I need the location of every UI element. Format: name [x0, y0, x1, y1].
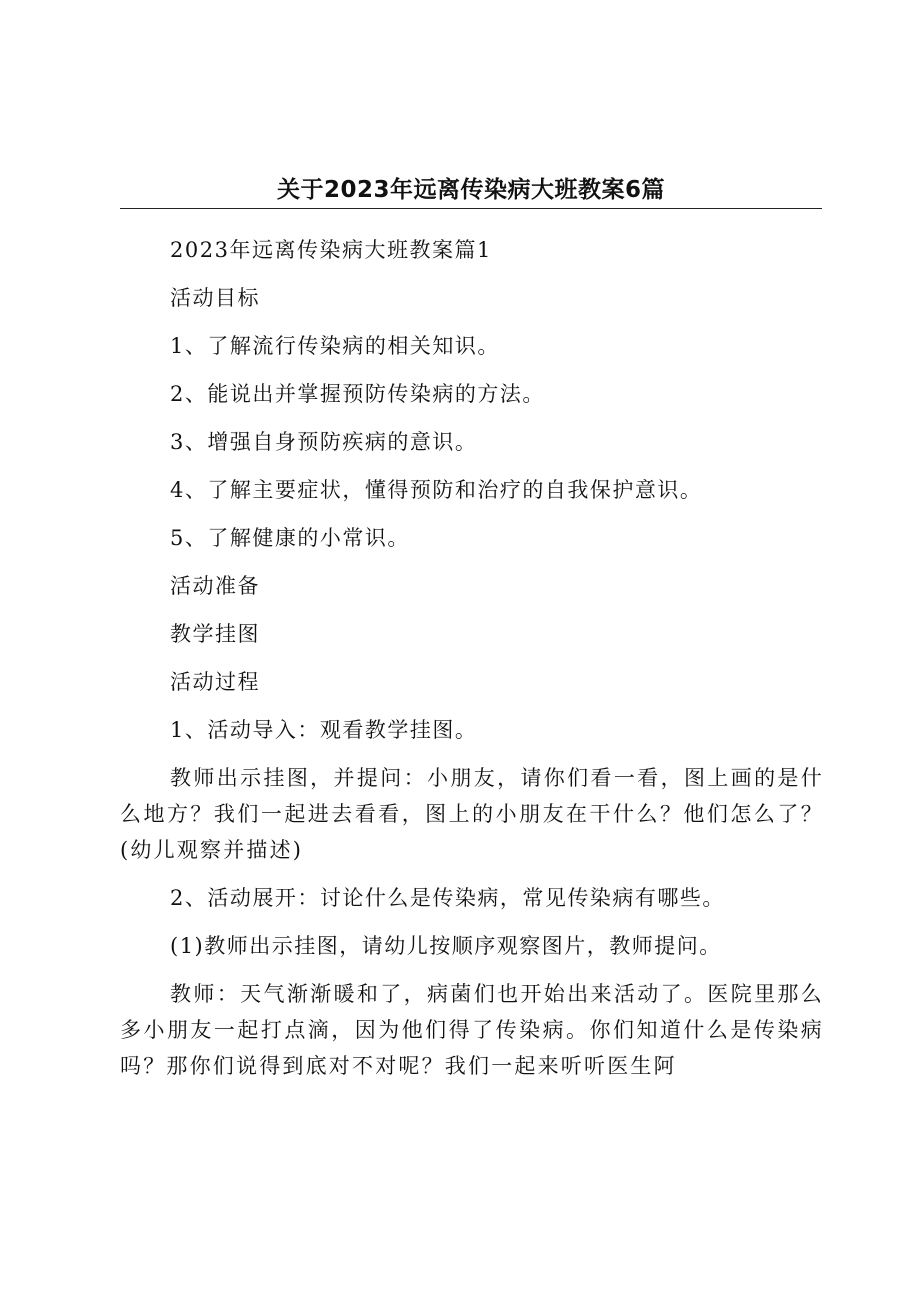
subheading-goals: 活动目标: [170, 286, 260, 310]
list-item: 2、活动展开：讨论什么是传染病，常见传染病有哪些。: [170, 886, 725, 910]
list-item: (1)教师出示挂图，请幼儿按顺序观察图片，教师提问。: [170, 934, 722, 958]
section-heading: 2023年远离传染病大班教案篇1: [170, 238, 492, 262]
list-item: 2、能说出并掌握预防传染病的方法。: [170, 382, 545, 406]
list-item: 3、增强自身预防疾病的意识。: [170, 430, 478, 454]
paragraph: 教师：天气渐渐暖和了，病菌们也开始出来活动了。医院里那么多小朋友一起打点滴，因为他们得了传染病。你们知道什么是传染病吗？那你们说得到底对不对呢？我们一起来听听医生阿: [120, 982, 824, 1078]
list-item: 5、了解健康的小常识。: [170, 526, 410, 550]
paragraph: 教学挂图: [170, 622, 260, 646]
document-body: [120, 232, 824, 1096]
list-item: 1、活动导入：观看教学挂图。: [170, 718, 478, 742]
subheading-process: 活动过程: [170, 670, 260, 694]
title-divider: [120, 208, 822, 209]
list-item: 1、了解流行传染病的相关知识。: [170, 334, 500, 358]
paragraph: 教师出示挂图，并提问：小朋友，请你们看一看，图上画的是什么地方？我们一起进去看看，图上的小朋友在干什么？他们怎么了？(幼儿观察并描述): [120, 766, 824, 862]
document-title: 关于2023年远离传染病大班教案6篇: [276, 177, 666, 203]
list-item: 4、了解主要症状，懂得预防和治疗的自我保护意识。: [170, 478, 703, 502]
subheading-preparation: 活动准备: [170, 574, 260, 598]
